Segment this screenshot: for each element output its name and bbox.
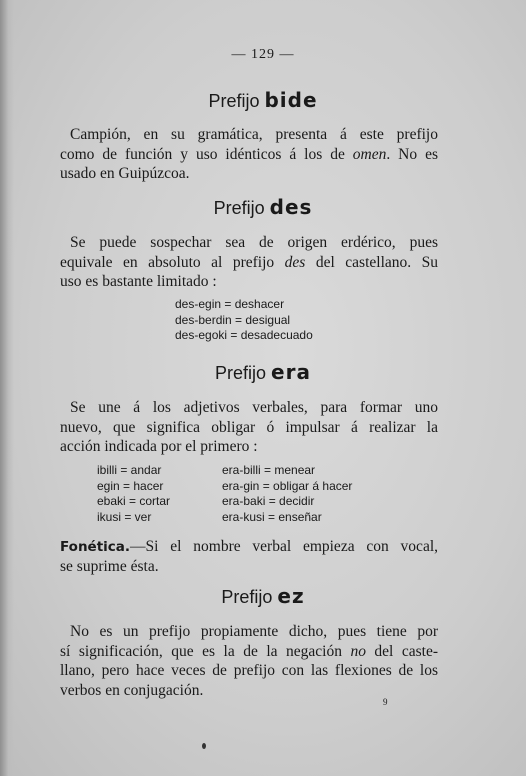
text-line-part: como de función y uso idénticos á los de omen. No es xyxy=(60,145,438,163)
heading-prefix-label: Prefijo xyxy=(208,91,260,111)
example-item: ebaki = cortar xyxy=(97,494,171,508)
heading-word: ez xyxy=(277,584,305,608)
signature-mark: 9 xyxy=(383,697,388,707)
page-gutter-shadow xyxy=(0,0,14,776)
heading-word: bide xyxy=(264,88,318,112)
heading-prefix-label: Prefijo xyxy=(215,363,267,383)
italic-word: no xyxy=(350,642,366,660)
text-line: se suprime ésta. xyxy=(60,557,159,575)
heading-prefix-label: Prefijo xyxy=(221,587,273,607)
examples-des xyxy=(175,297,313,344)
text-line: verbos en conjugación. xyxy=(60,681,204,699)
example-item: des-egin = deshacer xyxy=(175,297,285,311)
example-item: des-egoki = desadecuado xyxy=(175,328,313,342)
text-line: Se une á los adjetivos verbales, para formar uno xyxy=(70,399,438,416)
examples-era-left xyxy=(97,463,170,525)
text-line-part: equivale en absoluto al prefijo des del castellano. Su xyxy=(60,253,438,271)
heading-des xyxy=(0,195,526,219)
heading-prefix-label: Prefijo xyxy=(213,198,265,218)
text-line xyxy=(60,253,438,273)
italic-word: omen xyxy=(352,145,387,163)
paragraph-ez xyxy=(60,622,438,700)
ink-spot xyxy=(202,743,206,749)
heading-bide xyxy=(0,88,526,112)
heading-word: era xyxy=(271,360,311,384)
paragraph-des xyxy=(60,233,438,292)
paragraph-fonetica xyxy=(60,537,438,576)
text-line: Se puede sospechar sea de origen erdérico, pues xyxy=(70,234,438,251)
paragraph-bide xyxy=(60,125,438,184)
fonetica-text: —Si el nombre verbal empieza con vocal, xyxy=(130,538,438,555)
page-number: — 129 — xyxy=(231,47,295,62)
example-item: era-baki = decidir xyxy=(222,494,315,508)
example-item: era-kusi = enseñar xyxy=(222,509,322,524)
text-line: llano, pero hace veces de prefijo con las flexiones de los xyxy=(60,662,438,679)
example-item: era-billi = menear xyxy=(222,463,316,477)
heading-era xyxy=(0,360,526,384)
example-item: era-gin = obligar á hacer xyxy=(222,478,353,493)
fonetica-label: Fonética. xyxy=(60,539,131,555)
paragraph-era xyxy=(60,398,438,457)
examples-era-right xyxy=(222,463,352,525)
heading-word: des xyxy=(269,195,313,219)
text-line: Campión, en su gramática, presenta á este prefijo xyxy=(70,126,438,143)
text-line-part: sí significación, que es la de la negación no del caste- xyxy=(60,642,438,660)
text-line: nuevo, que significa obligar ó impulsar á realizar la xyxy=(60,418,438,436)
text-line xyxy=(60,537,438,557)
text-line: usado en Guipúzcoa. xyxy=(60,165,190,182)
example-item: ikusi = ver xyxy=(97,509,152,524)
text-line xyxy=(60,145,438,165)
heading-ez xyxy=(0,584,526,608)
text-line xyxy=(60,642,438,662)
example-item: ibilli = andar xyxy=(97,463,162,477)
text-line: uso es bastante limitado : xyxy=(60,273,217,290)
example-item: des-berdin = desigual xyxy=(175,312,291,327)
italic-word: des xyxy=(284,253,306,271)
example-item: egin = hacer xyxy=(97,478,164,493)
text-line: No es un prefijo propiamente dicho, pues tiene por xyxy=(70,623,438,640)
text-line: acción indicada por el primero : xyxy=(60,438,258,455)
